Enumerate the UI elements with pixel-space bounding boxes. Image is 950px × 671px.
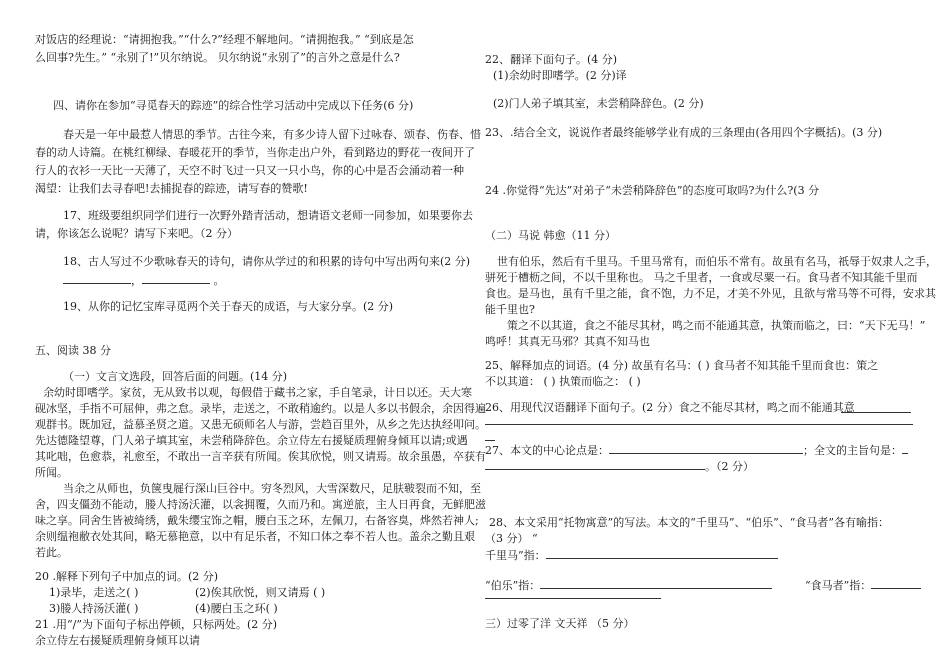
question-20: 20 .解释下列句子中加点的词。(2 分) (35, 570, 219, 583)
question-27-line-2: 。（2 分） (485, 458, 754, 475)
section-4-title: 四、请你在参加“寻觅春天的踪迹”的综合性学习活动中完成以下任务(6 分) (53, 99, 414, 112)
answer-blank[interactable] (871, 577, 921, 589)
subsection-2-title: （二）马说 韩愈（11 分） (485, 229, 616, 242)
passage-line: 味之享。同舍生皆被绮绣，戴朱缨宝饰之帽，腰白玉之环，左佩刀，右备容臭，烨然若神人; (35, 514, 479, 527)
passage-line: 余则缊袍敝衣处其间，略无慕艳意，以中有足乐者，不知口体之奉不若人也。盖余之勤且艰 (35, 530, 475, 543)
passage-line: 舍，四支僵劲不能动，媵人持汤沃灌，以衾拥覆，久而乃和。寓逆旅，主人日再食，无鲜肥滋 (35, 498, 486, 511)
passage-line: 世有伯乐，然后有千里马。千里马常有，而伯乐不常有。故虽有名马，祇辱于奴隶人之手， (497, 255, 937, 268)
question-20-item-4: (4)腰白玉之环( ) (195, 602, 278, 615)
answer-blank[interactable] (546, 547, 778, 559)
question-24: 24 .你觉得“先达”对弟子“未尝稍降辞色”的态度可取吗?为什么?(3 分 (485, 184, 820, 197)
question-28-bole: “伯乐”指： (485, 577, 772, 594)
spring-paragraph-line-4: 渴望：让我们去寻春吧!去捕捉春的踪迹，请写春的赞歌! (35, 182, 308, 195)
question-28-line-1: 28、本文采用“托物寓意”的写法。本文的“千里马”、“伯乐”、“食马者”各有喻指： (489, 516, 889, 529)
question-19: 19、从你的记忆宝库寻觅两个关于春天的成语，与大家分享。(2 分) (63, 300, 394, 313)
passage-line: 当余之从师也，负箧曳屣行深山巨谷中。穷冬烈风，大雪深数尺，足肤皲裂而不知，至 (63, 482, 481, 495)
answer-blank[interactable] (142, 272, 210, 284)
answer-blank[interactable] (841, 401, 911, 413)
question-18-answer-line[interactable]: ， 。 (63, 272, 225, 289)
passage-line: 鸣呼！其真无马邪？其真不知马也 (485, 335, 650, 348)
question-20-item-2: (2)俟其欣悦，则又请焉 ( ) (195, 586, 326, 599)
question-20-item-1: 1)录毕，走送之( ) (49, 586, 139, 599)
question-20-item-3: 3)媵人持汤沃灌( ) (49, 602, 139, 615)
spring-paragraph-line-2: 春的动人诗篇。在桃红柳绿、春暖花开的季节，当你走出户外，看到路边的野花一夜间开了 (35, 146, 475, 159)
passage-line: 砚冰坚，手指不可屈伸，弗之怠。录毕，走送之，不敢稍逾约。以是人多以书假余，余因得遍 (35, 402, 486, 415)
question-22: 22、翻译下面句子。(4 分) (485, 53, 618, 66)
question-21-sentence: 余立侍左右援疑质理俯身倾耳以请 (35, 634, 200, 647)
passage-line: 骈死于槽枥之间，不以千里称也。 马之千里者，一食或尽粟一石。食马者不知其能千里而 (485, 271, 918, 284)
section-5-title: 五、阅读 38 分 (35, 344, 111, 357)
passage-line: 能千里也? (485, 303, 535, 316)
question-27-line-1: 27、本文的中心论点是： ；全文的主旨句是： (485, 442, 908, 459)
question-21: 21 .用“/”为下面句子标出停顿，只标两处。(2 分) (35, 618, 278, 631)
question-25-line-2: 不以其道： ( ) 执策而临之： ( ) (485, 375, 641, 388)
question-26: 26、用现代汉语翻译下面句子。(2 分）食之不能尽其材，鸣之而不能通其意 (485, 401, 855, 414)
passage-line: 观群书。既加冠，益慕圣贤之道。又患无硕师名人与游，尝趋百里外，从乡之先达执经叩问。 (35, 418, 486, 431)
passage-line: 所闻。 (35, 466, 68, 479)
passage-line: 若此。 (35, 546, 68, 559)
answer-line[interactable] (485, 598, 661, 599)
question-22-item-1: (1)余幼时即嗜学。(2 分)译 (493, 69, 627, 82)
intro-line-2: 么回事?先生。” “永别了!”贝尔纳说。 贝尔纳说“永别了”的言外之意是什么? (35, 51, 400, 64)
question-23: 23、.结合全文，说说作者最终能够学业有成的三条理由(各用四个字概括)。(3 分) (485, 126, 883, 139)
spring-paragraph-line-3: 行人的衣衫一天比一天薄了，天空不时飞过一只又一只小鸟，你的心中是否会涌动着一种 (35, 164, 464, 177)
intro-line-1: 对饭店的经理说：“请拥抱我。”“什么?”经理不解地问。“请拥抱我。” “到底是怎 (35, 33, 414, 46)
passage-line: 其叱咄，色愈恭，礼愈至，不敢出一言辛获有所闻。俟其欣悦，则又请焉。故余虽愚，卒获有 (35, 450, 486, 463)
passage-line: 策之不以其道，食之不能尽其材，鸣之而不能通其意，执策而临之，曰：“天下无马！” (507, 319, 926, 332)
answer-blank[interactable] (485, 458, 705, 470)
question-18: 18、古人写过不少歌咏春天的诗句，请你从学过的和积累的诗句中写出两句来(2 分) (63, 255, 471, 268)
question-22-item-2: (2)门人弟子填其室，未尝稍降辞色。(2 分) (493, 97, 704, 110)
passage-line: 食也。是马也，虽有千里之能，食不饱，力不足，才美不外见，且欲与常马等不可得，安求其 (485, 287, 936, 300)
answer-blank[interactable] (63, 272, 131, 284)
subsection-1-title: （一）文言文选段，回答后面的问题。(14 分) (63, 370, 288, 383)
question-28-qianlima: 千里马”指： (485, 547, 778, 564)
answer-blank[interactable] (540, 577, 772, 589)
answer-line[interactable] (485, 440, 495, 441)
question-17-line-2: 请，你该怎么说呢？请写下来吧。（2 分） (35, 227, 238, 240)
answer-blank[interactable] (609, 442, 803, 454)
spring-paragraph-line-1: 春天是一年中最惹人情思的季节。古往今来，有多少诗人留下过咏春、颂春、伤春、惜 (63, 128, 481, 141)
question-28-line-2: （3 分） “ (485, 532, 538, 545)
question-17-line-1: 17、班级要组织同学们进行一次野外踏青活动，想请语文老师一同参加，如果要你去 (63, 209, 473, 222)
question-28-shimazhe: “食马者”指： (805, 577, 921, 594)
passage-line: 余幼时即嗜学。家贫，无从致书以观，每假借于藏书之家，手自笔录，计日以还。天大寒 (43, 386, 472, 399)
subsection-3-title: 三）过零了洋 文天祥 （5 分） (485, 617, 635, 630)
answer-blank[interactable] (902, 442, 908, 454)
answer-line[interactable] (485, 424, 913, 425)
question-25-line-1: 25、解释加点的词语。(4 分) 故虽有名马：( ) 食马者不知其能千里而食也：策之 (485, 359, 879, 372)
passage-line: 先达德隆望尊，门人弟子填其室，未尝稍降辞色。余立侍左右援疑质理俯身倾耳以请;或遇 (35, 434, 468, 447)
